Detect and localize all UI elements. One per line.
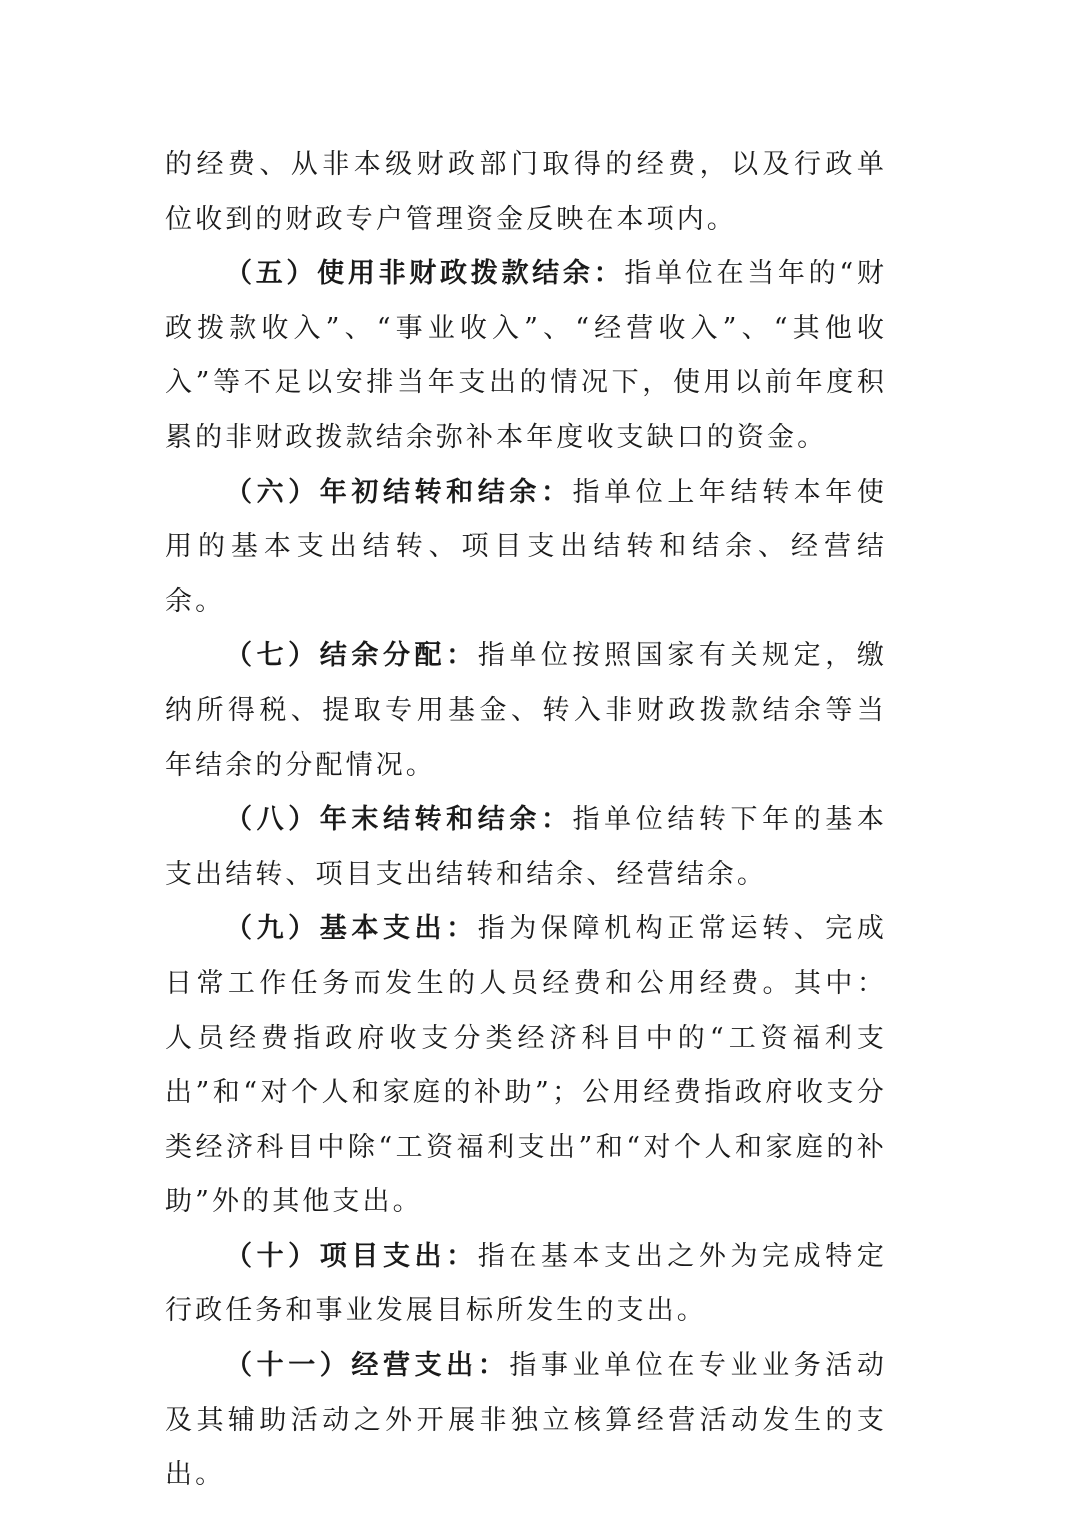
paragraph-text: 指单位在当年的“财政拨款收入”、“事业收入”、“经营收入”、“其他收入”等不足以安排当年支出的情况下，使用以前年度积累的非财政拨款结余弥补本年度收支缺口的资金。: [165, 258, 887, 453]
paragraph-basic-expenditure: [165, 902, 887, 1230]
paragraph-continuation: [165, 138, 887, 247]
paragraph-term: （五）使用非财政拨款结余：: [225, 258, 625, 290]
paragraph-text: 的经费、从非本级财政部门取得的经费，以及行政单位收到的财政专户管理资金反映在本项内。: [165, 149, 887, 235]
paragraph-text: 指在基本支出之外为完成特定行政任务和事业发展目标所发生的支出。: [165, 1240, 887, 1327]
paragraph-term: （六）年初结转和结余：: [225, 476, 573, 508]
paragraph-term: （九）基本支出：: [225, 913, 478, 945]
paragraph-term: （八）年末结转和结余：: [225, 804, 573, 836]
paragraph-term: （十一）经营支出：: [225, 1350, 510, 1382]
paragraph-operating-expenditure: [165, 1339, 887, 1503]
paragraph-text: 指单位上年结转本年使用的基本支出结转、项目支出结转和结余、经营结余。: [165, 476, 887, 617]
paragraph-non-fiscal-surplus-usage: [165, 247, 887, 465]
paragraph-text: 指事业单位在专业业务活动及其辅助活动之外开展非独立核算经营活动发生的支出。: [165, 1350, 887, 1491]
paragraph-surplus-distribution: [165, 629, 887, 793]
paragraph-term: （十）项目支出：: [225, 1240, 478, 1272]
paragraph-text: 指单位按照国家有关规定，缴纳所得税、提取专用基金、转入非财政拨款结余等当年结余的分配情况。: [165, 640, 887, 781]
paragraph-opening-carryover: [165, 466, 887, 630]
paragraph-project-expenditure: [165, 1230, 887, 1339]
paragraph-year-end-carryover: [165, 793, 887, 902]
paragraph-text: 指为保障机构正常运转、完成日常工作任务而发生的人员经费和公用经费。其中：人员经费指政府收支分类经济科目中的“工资福利支出”和“对个人和家庭的补助”；公用经费指政府收支分类经济科目中除“工资福利支出”和“对个人和家庭的补助”外的其他支出。: [165, 913, 887, 1218]
paragraph-text: 指单位结转下年的基本支出结转、项目支出结转和结余、经营结余。: [165, 804, 887, 890]
paragraph-term: （七）结余分配：: [225, 640, 478, 672]
document-body: [165, 138, 887, 1503]
